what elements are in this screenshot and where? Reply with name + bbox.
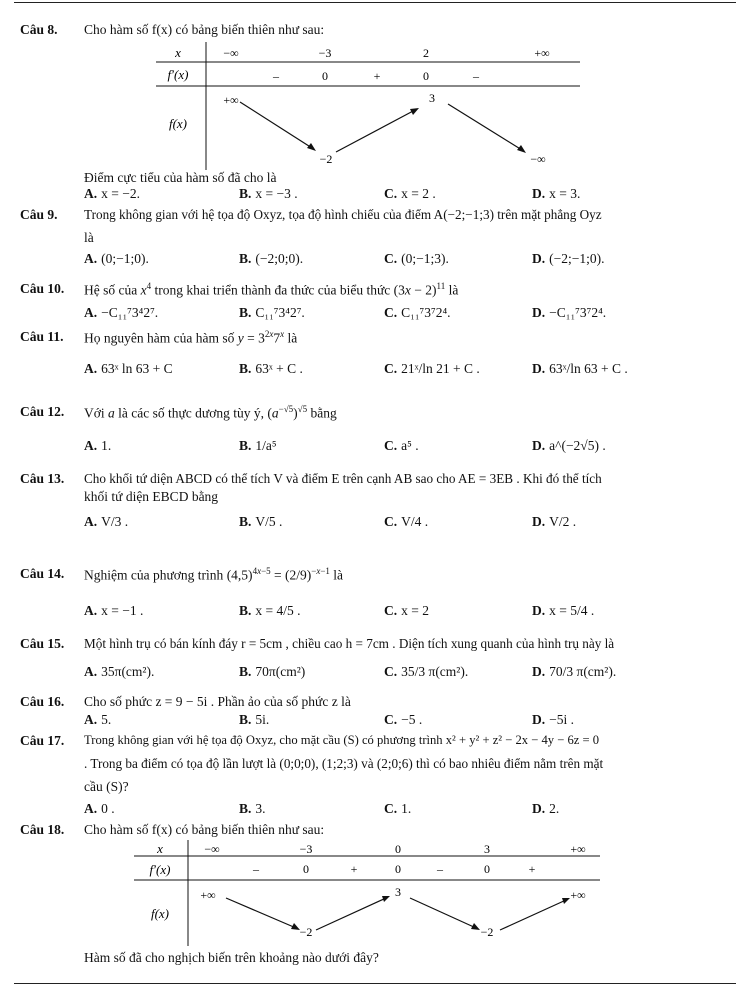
q8-h-fp: f′(x): [167, 67, 189, 82]
q18-x-2: 0: [395, 842, 401, 856]
q8-sign-1: 0: [322, 69, 328, 83]
q14-label: Câu 14.: [20, 566, 65, 581]
q17-option-b[interactable]: B. 3.: [239, 801, 266, 816]
q18-sign-2: +: [350, 862, 358, 876]
q18-f-1: −2: [299, 925, 313, 939]
q18-f-3: −2: [480, 925, 494, 939]
q18-x-3: 3: [484, 842, 490, 856]
q18-x-4: +∞: [570, 842, 586, 856]
q18-h-f: f(x): [150, 906, 170, 921]
q9-text: Trong không gian với hệ tọa độ Oxyz, tọa độ hình chiếu của điểm A(−2;−1;3) trên mặt phẳng Oyz: [84, 207, 602, 222]
q8-f-1: 3: [429, 91, 435, 105]
bottom-rule: [14, 983, 736, 984]
q9-label: Câu 9.: [20, 207, 58, 222]
q11-text: Họ nguyên hàm của hàm số $y = 3^{2x}7^x$ là: [84, 329, 298, 346]
top-rule: [14, 2, 736, 3]
q8-arrow-up: [336, 110, 415, 152]
q13-text2: khối tứ diện EBCD bằng: [84, 489, 219, 504]
q18-sign-4: –: [437, 862, 443, 876]
q8-option-c[interactable]: C. x = 2 .: [384, 186, 436, 201]
q9-text2: là: [84, 230, 94, 245]
q17-text3: cầu (S)?: [84, 779, 129, 794]
q17-option-c[interactable]: C. 1.: [384, 801, 412, 816]
q10-option-b[interactable]: B. C₁₁⁷3⁴2⁷.: [239, 305, 305, 320]
q16-option-d[interactable]: D. −5i .: [532, 712, 574, 727]
q14-option-b[interactable]: B. x = 4/5 .: [239, 603, 301, 618]
q8-arrow-down-2: [448, 104, 522, 150]
q14-option-c[interactable]: C. x = 2: [384, 603, 429, 618]
q8-option-a[interactable]: A. x = −2.: [84, 186, 140, 201]
q8-arrow-down-1: [240, 102, 312, 148]
q8-f-2: −2: [319, 152, 333, 166]
q9-option-b[interactable]: B. (−2;0;0).: [239, 251, 304, 266]
q18-x-0: −∞: [204, 842, 220, 856]
q15-label: Câu 15.: [20, 636, 65, 651]
q8-text: Cho hàm số f(x) có bảng biến thiên như sau:: [84, 22, 325, 37]
q16-option-c[interactable]: C. −5 .: [384, 712, 423, 727]
q18-arrow-up-1: [316, 898, 386, 930]
q18-f-2: 3: [395, 885, 401, 899]
q15-option-c[interactable]: C. 35/3 π(cm²).: [384, 664, 469, 679]
q18-sign-6: +: [528, 862, 536, 876]
q17-text2: . Trong ba điểm có tọa độ lần lượt là (0;0;0), (1;2;3) và (2;0;6) thì có bao nhiêu điểm nằm trên mặt: [84, 756, 604, 771]
q16-option-a[interactable]: A. 5.: [84, 712, 112, 727]
q8-h-f: f(x): [168, 116, 188, 131]
q18-sign-1: 0: [303, 862, 309, 876]
q10-text: Hệ số của $x^4$ trong khai triển thành đa thức của biểu thức $(3x - 2)^{11}$ là: [84, 281, 459, 298]
q12-option-b[interactable]: B. 1/a⁵: [239, 438, 277, 453]
q11-option-b[interactable]: B. 63ˣ + C .: [239, 361, 303, 376]
q8-variation-table: [150, 42, 590, 170]
q8-f-3: −∞: [530, 152, 546, 166]
q16-label: Câu 16.: [20, 694, 65, 709]
q14-option-d[interactable]: D. x = 5/4 .: [532, 603, 595, 618]
q12-option-a[interactable]: A. 1.: [84, 438, 112, 453]
q18-x-1: −3: [299, 842, 313, 856]
q11-option-c[interactable]: C. 21ˣ/ln 21 + C .: [384, 361, 480, 376]
q8-x-0: −∞: [223, 46, 239, 60]
q18-f-4: +∞: [570, 888, 586, 902]
q12-text: Với a là các số thực dương tùy ý, $(a^{-√5})^{√5}$ bằng: [84, 404, 337, 421]
q10-label: Câu 10.: [20, 281, 65, 296]
q16-option-b[interactable]: B. 5i.: [239, 712, 270, 727]
q11-label: Câu 11.: [20, 329, 64, 344]
q15-option-d[interactable]: D. 70/3 π(cm²).: [532, 664, 617, 679]
q8-sign-4: –: [473, 69, 479, 83]
q17-option-d[interactable]: D. 2.: [532, 801, 560, 816]
q8-sign-2: +: [373, 69, 381, 83]
q15-option-b[interactable]: B. 70π(cm²): [239, 664, 306, 679]
q18-question: Hàm số đã cho nghịch biến trên khoảng nào dưới đây?: [84, 950, 379, 965]
q8-x-2: 2: [423, 46, 429, 60]
q18-arrow-down-2: [410, 898, 476, 928]
q17-option-a[interactable]: A. 0 .: [84, 801, 115, 816]
q18-arrow-down-1: [226, 898, 296, 928]
q11-option-d[interactable]: D. 63ˣ/ln 63 + C .: [532, 361, 628, 376]
q8-x-3: +∞: [534, 46, 550, 60]
q10-option-c[interactable]: C. C₁₁⁷3⁷2⁴.: [384, 305, 451, 320]
q18-f-0: +∞: [200, 888, 216, 902]
q10-option-a[interactable]: A. −C₁₁⁷3⁴2⁷.: [84, 305, 159, 320]
q13-text: Cho khối tứ diện ABCD có thể tích V và điểm E trên cạnh AB sao cho AE = 3EB . Khi đó thể tích: [84, 471, 602, 486]
q18-sign-0: –: [253, 862, 259, 876]
q18-sign-3: 0: [395, 862, 401, 876]
q18-h-fp: f′(x): [149, 862, 171, 877]
q18-text: Cho hàm số f(x) có bảng biến thiên như sau:: [84, 822, 325, 837]
q11-option-a[interactable]: A. 63ˣ ln 63 + C: [84, 361, 173, 376]
q14-text: Nghiệm của phương trình $(4,5)^{4x-5} = (2/9)^{-x-1}$ là: [84, 566, 344, 583]
q8-sign-3: 0: [423, 69, 429, 83]
q12-label: Câu 12.: [20, 404, 65, 419]
q8-f-0: +∞: [223, 93, 239, 107]
q8-x-1: −3: [318, 46, 332, 60]
q18-arrow-up-2: [500, 900, 566, 930]
q9-option-c[interactable]: C. (0;−1;3).: [384, 251, 449, 266]
q13-option-d[interactable]: D. V/2 .: [532, 514, 577, 529]
q18-sign-5: 0: [484, 862, 490, 876]
q12-option-c[interactable]: C. a⁵ .: [384, 438, 419, 453]
q8-label: Câu 8.: [20, 22, 58, 37]
q13-label: Câu 13.: [20, 471, 65, 486]
q17-label: Câu 17.: [20, 733, 65, 748]
q18-h-x: x: [157, 841, 163, 856]
q12-option-d[interactable]: D. a^(−2√5) .: [532, 438, 606, 453]
q8-h-x: x: [175, 45, 181, 60]
q8-question: Điểm cực tiểu của hàm số đã cho là: [84, 170, 277, 185]
q13-option-c[interactable]: C. V/4 .: [384, 514, 429, 529]
q8-sign-0: –: [273, 69, 279, 83]
q14-option-a[interactable]: A. x = −1 .: [84, 603, 144, 618]
q13-option-b[interactable]: B. V/5 .: [239, 514, 283, 529]
q18-variation-table: [130, 840, 610, 946]
q10-option-d[interactable]: D. −C₁₁⁷3⁷2⁴.: [532, 305, 607, 320]
q9-option-a[interactable]: A. (0;−1;0).: [84, 251, 149, 266]
q16-text: Cho số phức z = 9 − 5i . Phần ảo của số phức z là: [84, 694, 351, 709]
q8-option-b[interactable]: B. x = −3 .: [239, 186, 298, 201]
q17-text: Trong không gian với hệ tọa độ Oxyz, cho mặt cầu (S) có phương trình x² + y² + z² − 2x − 4y − 6z = 0: [84, 733, 600, 747]
q15-option-a[interactable]: A. 35π(cm²).: [84, 664, 155, 679]
q15-text: Một hình trụ có bán kính đáy r = 5cm , chiều cao h = 7cm . Diện tích xung quanh của hình trụ này là: [84, 636, 615, 651]
q8-option-d[interactable]: D. x = 3.: [532, 186, 581, 201]
q9-option-d[interactable]: D. (−2;−1;0).: [532, 251, 605, 266]
q13-option-a[interactable]: A. V/3 .: [84, 514, 129, 529]
q18-label: Câu 18.: [20, 822, 65, 837]
